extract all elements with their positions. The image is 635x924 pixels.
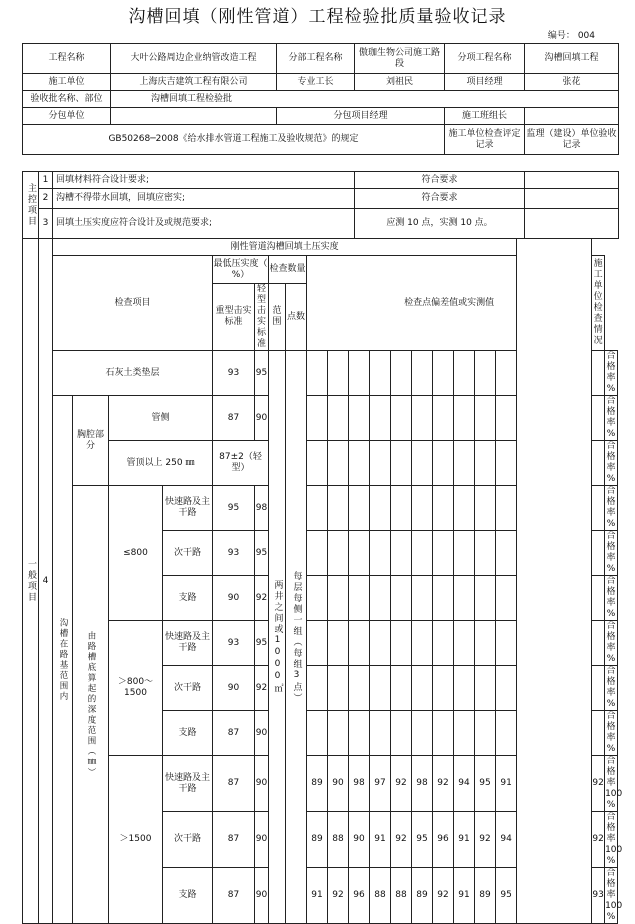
measured-value: 89	[412, 868, 433, 924]
measured-value	[391, 486, 412, 531]
project-name-value: 大叶公路周边企业纳管改造工程	[111, 44, 277, 74]
measured-value: 92	[433, 756, 454, 812]
measured-value: 90	[349, 812, 370, 868]
pass-rate: 合格率 %	[606, 666, 616, 709]
team-leader-label: 施工班组长	[445, 108, 525, 125]
pass-rate: 合格率 100 %	[605, 868, 623, 922]
light-value: 90	[255, 812, 269, 868]
measured-value	[592, 711, 605, 756]
depth-label: ＞1500	[109, 756, 163, 924]
measured-value	[370, 576, 391, 621]
heavy-value: 87	[213, 812, 255, 868]
measured-value	[433, 486, 454, 531]
standard-code: GB50268─2008《给水排水管道工程施工及验收规范》的规定	[23, 125, 445, 155]
pass-rate: 合格率 100 %	[605, 756, 623, 810]
measured-value	[391, 576, 412, 621]
measured-value	[475, 666, 496, 711]
measured-value	[370, 711, 391, 756]
chest-result: 合格率 %	[606, 396, 616, 439]
measured-value	[454, 486, 475, 531]
measured-value: 92	[391, 756, 412, 812]
item-project-value: 沟槽回填工程	[525, 44, 619, 74]
batch-value: 沟槽回填工程检验批	[111, 91, 619, 108]
heavy-value: 90	[213, 576, 255, 621]
team-leader-value	[525, 108, 619, 125]
measured-value: 91	[496, 756, 517, 812]
pass-rate: 合格率 100 %	[605, 812, 623, 866]
measured-value: 98	[349, 756, 370, 812]
hdr-range: 范围	[269, 284, 286, 351]
hdr-points: 点数	[286, 284, 307, 351]
subcontractor-value	[111, 108, 277, 125]
page-title: 沟槽回填（刚性管道）工程检验批质量验收记录	[128, 7, 507, 27]
pass-rate: 合格率 %	[606, 486, 616, 529]
pass-rate: 合格率 %	[606, 711, 616, 754]
depth-range-label: 由路槽底算起的深度范围（㎜）	[73, 486, 109, 924]
measured-value	[592, 531, 605, 576]
measured-value	[328, 666, 349, 711]
pm-value: 张花	[525, 74, 619, 91]
hdr-min-compaction: 最低压实度（ %）	[213, 256, 269, 284]
measured-value	[412, 711, 433, 756]
chest-row-label: 管侧	[109, 396, 213, 441]
main-item-no: 1	[39, 172, 53, 189]
supervisor-eval-header: 监理（建设）单位验收记录	[525, 125, 619, 155]
measured-value: 88	[328, 812, 349, 868]
main-item-no: 2	[39, 189, 53, 209]
general-no: 4	[39, 239, 53, 924]
measured-value	[496, 576, 517, 621]
measured-value	[349, 711, 370, 756]
measured-value	[412, 666, 433, 711]
main-item-text: 回填土压实度应符合设计及或规范要求;	[53, 209, 355, 239]
road-class-label: 快速路及主干路	[163, 486, 213, 531]
batch-label: 验收批名称、部位	[23, 91, 111, 108]
chest-row-label: 管顶以上 250 ㎜	[109, 441, 213, 486]
measured-value	[592, 486, 605, 531]
contractor-eval-header: 施工单位检查评定记录	[445, 125, 525, 155]
measured-value	[328, 486, 349, 531]
measured-value: 88	[370, 868, 391, 924]
main-item-text: 回填材料符合设计要求;	[53, 172, 355, 189]
measured-value: 96	[349, 868, 370, 924]
road-class-label: 快速路及主干路	[163, 756, 213, 812]
measured-value	[370, 486, 391, 531]
measured-value	[433, 531, 454, 576]
chest-combined: 87±2（轻型）	[213, 441, 269, 486]
measured-value	[328, 531, 349, 576]
measured-value: 89	[475, 868, 496, 924]
measured-value: 90	[328, 756, 349, 812]
light-value: 95	[255, 531, 269, 576]
lime-light: 95	[255, 351, 269, 396]
depth-label: ＞800～1500	[109, 621, 163, 756]
measured-value	[433, 576, 454, 621]
measured-value: 95	[475, 756, 496, 812]
chest-heavy: 87	[213, 396, 255, 441]
measured-value	[391, 666, 412, 711]
measured-value	[454, 666, 475, 711]
sub-project-label: 分部工程名称	[277, 44, 355, 74]
chest-light: 90	[255, 396, 269, 441]
measured-value	[412, 486, 433, 531]
main-item-no: 3	[39, 209, 53, 239]
heavy-value: 87	[213, 868, 255, 924]
heavy-value: 87	[213, 756, 255, 812]
measured-value	[454, 711, 475, 756]
measured-value	[433, 621, 454, 666]
lime-label: 石灰土类垫层	[53, 351, 213, 396]
general-label: 一般项目	[23, 239, 39, 924]
measured-value	[328, 576, 349, 621]
measured-value	[475, 576, 496, 621]
main-item-supervisor	[525, 189, 619, 209]
road-class-label: 次干路	[163, 666, 213, 711]
measured-value	[592, 666, 605, 711]
pass-rate: 合格率 %	[606, 531, 616, 574]
hdr-light: 轻型击实标准	[255, 284, 269, 351]
measured-value: 92	[433, 868, 454, 924]
measured-value: 98	[412, 756, 433, 812]
road-class-label: 支路	[163, 868, 213, 924]
measured-value	[433, 666, 454, 711]
doc-no-label: 编号：	[547, 31, 575, 41]
item-project-label: 分项工程名称	[445, 44, 525, 74]
measured-value	[475, 621, 496, 666]
measured-value	[454, 531, 475, 576]
measured-value: 92	[592, 756, 605, 812]
measured-value: 91	[307, 868, 328, 924]
measured-value	[454, 621, 475, 666]
project-name-label: 工程名称	[23, 44, 111, 74]
measured-value	[349, 666, 370, 711]
heavy-value: 93	[213, 531, 255, 576]
measured-value: 95	[496, 868, 517, 924]
measured-value	[307, 531, 328, 576]
measured-value	[370, 531, 391, 576]
heavy-value: 93	[213, 621, 255, 666]
heavy-value: 95	[213, 486, 255, 531]
measured-value: 89	[307, 756, 328, 812]
road-class-label: 支路	[163, 576, 213, 621]
pm-label: 项目经理	[445, 74, 525, 91]
road-class-label: 快速路及主干路	[163, 621, 213, 666]
road-class-label: 支路	[163, 711, 213, 756]
hdr-deviation: 检查点偏差值或实测值	[307, 256, 592, 351]
subcontractor-label: 分包单位	[23, 108, 111, 125]
foreman-label: 专业工长	[277, 74, 355, 91]
light-value: 95	[255, 621, 269, 666]
measured-value: 91	[454, 868, 475, 924]
main-item-text: 沟槽不得带水回填，回填应密实;	[53, 189, 355, 209]
measured-value	[592, 621, 605, 666]
contractor-value: 上海庆吉建筑工程有限公司	[111, 74, 277, 91]
measured-value	[412, 531, 433, 576]
main-item-result: 符合要求	[355, 189, 525, 209]
measured-value	[370, 666, 391, 711]
header-table	[22, 43, 619, 155]
measured-value	[391, 621, 412, 666]
main-item-result: 应测 10 点，实测 10 点。	[355, 209, 525, 239]
depth-label: ≤800	[109, 486, 163, 621]
measured-value	[496, 486, 517, 531]
measured-value	[307, 576, 328, 621]
section-title: 刚性管道沟槽回填土压实度	[53, 239, 517, 256]
hdr-contractor: 施工单位检查情况	[592, 256, 605, 351]
points-text: 每层每侧一组（每组3点）	[286, 351, 307, 924]
hdr-heavy: 重型击实标准	[213, 284, 255, 351]
sub-pm-label: 分包项目经理	[277, 108, 445, 125]
main-control-table	[22, 171, 619, 239]
pass-rate: 合格率 %	[606, 576, 616, 619]
light-value: 90	[255, 711, 269, 756]
measured-value	[391, 531, 412, 576]
heavy-value: 90	[213, 666, 255, 711]
document-number	[548, 28, 595, 41]
measured-value	[475, 531, 496, 576]
measured-value	[307, 621, 328, 666]
measured-value	[592, 576, 605, 621]
measured-value	[412, 621, 433, 666]
chest-result: 合格率 %	[606, 441, 616, 484]
measured-value: 92	[328, 868, 349, 924]
measured-value	[496, 531, 517, 576]
doc-no-value: 004	[577, 31, 595, 41]
measured-value: 92	[592, 812, 605, 868]
hdr-qty: 检查数量	[269, 256, 307, 284]
measured-value: 89	[307, 812, 328, 868]
measured-value: 94	[454, 756, 475, 812]
light-value: 90	[255, 868, 269, 924]
measured-value	[433, 711, 454, 756]
measured-value	[349, 621, 370, 666]
road-class-label: 次干路	[163, 812, 213, 868]
measured-value	[349, 531, 370, 576]
general-table	[22, 238, 623, 924]
measured-value: 91	[454, 812, 475, 868]
measured-value: 88	[391, 868, 412, 924]
measured-value	[328, 621, 349, 666]
range-text: 两井之间或1000㎡	[269, 351, 286, 924]
measured-value: 92	[475, 812, 496, 868]
measured-value: 97	[370, 756, 391, 812]
main-item-result: 符合要求	[355, 172, 525, 189]
measured-value	[391, 711, 412, 756]
lime-heavy: 93	[213, 351, 255, 396]
measured-value	[475, 711, 496, 756]
main-control-label: 主控项目	[23, 172, 39, 239]
measured-value: 96	[433, 812, 454, 868]
measured-value	[454, 576, 475, 621]
main-item-supervisor	[525, 209, 619, 239]
pass-rate: 合格率 %	[606, 621, 616, 664]
measured-value: 94	[496, 812, 517, 868]
measured-value: 93	[592, 868, 605, 924]
light-value: 92	[255, 576, 269, 621]
measured-value	[370, 621, 391, 666]
heavy-value: 87	[213, 711, 255, 756]
contractor-label: 施工单位	[23, 74, 111, 91]
foreman-value: 刘祖民	[355, 74, 445, 91]
chest-label: 胸腔部分	[73, 396, 109, 486]
hdr-check-item: 检查项目	[53, 256, 213, 351]
measured-value	[475, 486, 496, 531]
measured-value: 92	[391, 812, 412, 868]
measured-value	[496, 621, 517, 666]
measured-value	[349, 486, 370, 531]
measured-value	[307, 666, 328, 711]
measured-value	[496, 711, 517, 756]
main-item-supervisor	[525, 172, 619, 189]
measured-value	[349, 576, 370, 621]
measured-value	[496, 666, 517, 711]
measured-value	[412, 576, 433, 621]
measured-value: 95	[412, 812, 433, 868]
light-value: 98	[255, 486, 269, 531]
measured-value: 91	[370, 812, 391, 868]
light-value: 92	[255, 666, 269, 711]
measured-value	[328, 711, 349, 756]
sub-project-value: 傲珈生物公司施工路段	[355, 44, 445, 74]
group-label: 沟槽在路基范围内	[53, 396, 73, 924]
light-value: 90	[255, 756, 269, 812]
measured-value	[307, 711, 328, 756]
measured-value	[307, 486, 328, 531]
lime-result: 合格率 %	[606, 351, 616, 394]
road-class-label: 次干路	[163, 531, 213, 576]
